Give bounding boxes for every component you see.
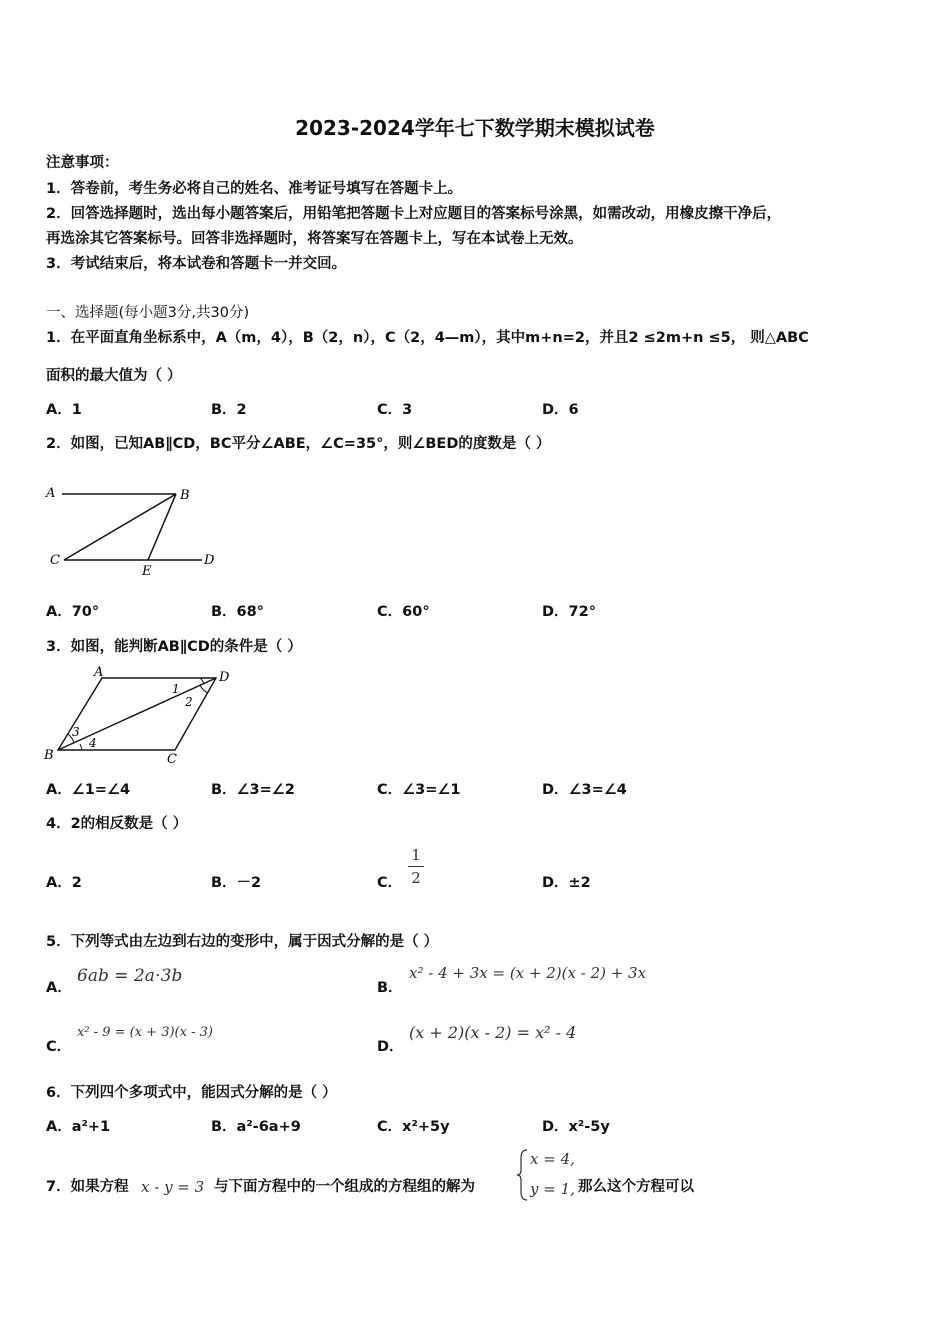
q1-option-b: B．2: [211, 402, 247, 418]
q4-stem: 4．2的相反数是（ ）: [46, 816, 188, 832]
q2-option-c: C．60°: [377, 604, 430, 620]
q6-stem: 6．下列四个多项式中，能因式分解的是（ ）: [46, 1085, 337, 1101]
q2-label-e: E: [142, 564, 152, 578]
q3-stem: 3．如图，能判断AB∥CD的条件是（ ）: [46, 639, 302, 655]
q5-formula-b: x² - 4 + 3x = (x + 2)(x - 2) + 3x: [409, 964, 647, 982]
q4-option-c: C．: [377, 875, 403, 891]
q2-label-a: A: [46, 486, 56, 501]
q7-system-eq1: x = 4,: [530, 1150, 575, 1168]
q3-label-c: C: [167, 752, 177, 767]
q6-option-a: A．a²+1: [46, 1119, 111, 1135]
q4-fraction: [408, 846, 424, 887]
q1-option-a: A．1: [46, 402, 82, 418]
q3-label-a: A: [94, 665, 104, 680]
q2-label-b: B: [180, 488, 190, 503]
q3-label-b: B: [44, 748, 54, 763]
q3-option-d: D．∠3=∠4: [542, 782, 627, 798]
q6-option-d: D．x²-5y: [542, 1119, 610, 1135]
q7-equation: x - y = 3: [141, 1178, 205, 1196]
q3-label-d: D: [219, 670, 230, 685]
page-title: 2023-2024学年七下数学期末模拟试卷: [295, 116, 655, 140]
q5-formula-c: x² - 9 = (x + 3)(x - 3): [77, 1025, 213, 1040]
q7-system-brace: [516, 1148, 530, 1202]
q5-label-d: D．: [377, 1039, 404, 1055]
q5-label-b: B．: [377, 980, 403, 996]
notice-item-3: 3．考试结束后，将本试卷和答题卡一并交回。: [46, 256, 347, 272]
q2-label-d: D: [204, 553, 215, 568]
q3-arc-2: [200, 685, 208, 693]
q6-option-b: B．a²-6a+9: [211, 1119, 301, 1135]
q3-angle-3: 3: [72, 725, 80, 739]
notice-item-2: 2．回答选择题时，选出每小题答案后，用铅笔把答题卡上对应题目的答案标号涂黑，如需改动，用橡皮擦干净后，: [46, 206, 782, 222]
q2-line-be: [148, 494, 176, 560]
q1-option-c: C．3: [377, 402, 413, 418]
q7-stem-part3: 那么这个方程可以: [578, 1179, 694, 1195]
q5-formula-d: (x + 2)(x - 2) = x² - 4: [409, 1023, 577, 1042]
q4-option-a: A．2: [46, 875, 82, 891]
q3-arc-1: [200, 678, 204, 684]
q1-option-d: D．6: [542, 402, 579, 418]
q5-formula-a: 6ab = 2a⋅3b: [77, 966, 183, 986]
notice-item-1: 1．答卷前，考生务必将自己的姓名、准考证号填写在答题卡上。: [46, 181, 463, 197]
q7-stem-part2: 与下面方程中的一个组成的方程组的解为: [214, 1179, 475, 1195]
q3-option-a: A．∠1=∠4: [46, 782, 131, 798]
q7-stem-part1: 7．如果方程: [46, 1179, 129, 1195]
q2-stem: 2．如图，已知AB∥CD，BC平分∠ABE，∠C=35°，则∠BED的度数是（ ）: [46, 436, 551, 452]
q3-diagonal-bd: [58, 678, 216, 750]
q2-option-a: A．70°: [46, 604, 100, 620]
q5-stem: 5．下列等式由左边到右边的变形中，属于因式分解的是（ ）: [46, 934, 439, 950]
q2-line-bc: [64, 494, 176, 560]
notice-item-2-cont: 再选涂其它答案标号。回答非选择题时，将答案写在答题卡上，写在本试卷上无效。: [46, 231, 583, 247]
q3-figure: [40, 662, 240, 768]
q3-option-c: C．∠3=∠1: [377, 782, 461, 798]
q2-label-c: C: [50, 553, 60, 568]
q6-option-c: C．x²+5y: [377, 1119, 450, 1135]
q4-fraction-bar: [408, 866, 424, 867]
q2-option-b: B．68°: [211, 604, 264, 620]
q4-fraction-numerator: 1: [411, 846, 421, 864]
q4-option-b: B．－2: [211, 875, 262, 891]
notice-heading: 注意事项：: [46, 155, 119, 171]
q2-figure: [40, 478, 230, 578]
section-heading: 一、选择题(每小题3分,共30分): [46, 305, 250, 321]
q3-angle-2: 2: [185, 695, 193, 709]
q4-option-d: D．±2: [542, 875, 591, 891]
q5-label-c: C．: [46, 1039, 72, 1055]
q1-stem: 1．在平面直角坐标系中，A（m，4），B（2，n），C（2，4—m），其中m+n=2，并且2 ≤2m+n ≤5， 则△ABC: [46, 330, 809, 346]
q3-arc-4: [80, 744, 82, 750]
q5-label-a: A．: [46, 980, 72, 996]
q2-option-d: D．72°: [542, 604, 596, 620]
q3-option-b: B．∠3=∠2: [211, 782, 295, 798]
q3-angle-4: 4: [89, 736, 97, 750]
q4-fraction-denominator: 2: [411, 869, 421, 887]
q7-system-eq2: y = 1,: [530, 1180, 575, 1198]
q3-angle-1: 1: [172, 682, 180, 696]
q1-stem-cont: 面积的最大值为（ ）: [46, 368, 182, 384]
